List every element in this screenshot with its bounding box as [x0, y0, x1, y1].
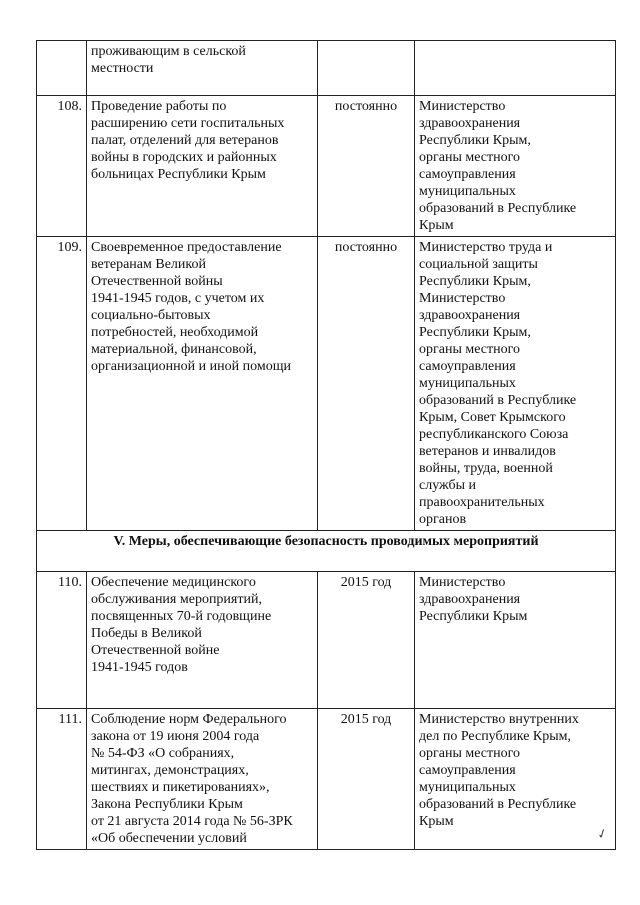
- responsible-text-line: самоуправления: [419, 359, 516, 374]
- action-text-line: Закона Республики Крым: [91, 797, 243, 812]
- action-cell: [87, 41, 318, 96]
- responsible-text-line: муниципальных: [419, 376, 516, 391]
- action-text-line: от 21 августа 2014 года № 56-ЗРК: [91, 814, 293, 829]
- responsible-text-line: муниципальных: [419, 780, 516, 795]
- action-text-line: расширению сети госпитальных: [91, 116, 285, 131]
- responsible-text-line: муниципальных: [419, 184, 516, 199]
- responsible-text-line: здравоохранения: [419, 116, 521, 131]
- action-text-line: Проведение работы по: [91, 99, 227, 114]
- term-cell: постоянно: [318, 96, 415, 237]
- action-text-line: проживающим в сельской: [91, 44, 246, 59]
- responsible-text-line: Крым: [419, 814, 454, 829]
- responsible-cell: [415, 709, 616, 850]
- action-text-line: войны в городских и районных: [91, 150, 277, 165]
- action-text-line: ветеранам Великой: [91, 257, 206, 272]
- responsible-text-line: Крым, Совет Крымского: [419, 410, 566, 425]
- responsible-text-line: службы и: [419, 478, 477, 493]
- term-cell: 2015 год: [318, 709, 415, 850]
- measures-table: [36, 40, 616, 850]
- responsible-text-line: Республики Крым,: [419, 325, 531, 340]
- responsible-text-line: Министерство: [419, 99, 506, 114]
- responsible-text-line: самоуправления: [419, 167, 516, 182]
- section-header-body: [37, 531, 616, 572]
- action-cell: [87, 237, 318, 531]
- term-cell: [318, 41, 415, 96]
- section-title: V. Меры, обеспечивающие безопасность проводимых мероприятий: [37, 531, 616, 572]
- action-text-line: обслуживания мероприятий,: [91, 592, 262, 607]
- responsible-cell: [415, 237, 616, 531]
- action-text-line: местности: [91, 61, 154, 76]
- action-text-line: Победы в Великой: [91, 626, 202, 641]
- table-body-part-1: [37, 41, 616, 531]
- table-row: [37, 237, 616, 531]
- action-text-line: 1941-1945 годов, с учетом их: [91, 291, 265, 306]
- row-number: 111.: [37, 709, 87, 850]
- responsible-text-line: образований в Республике: [419, 201, 577, 216]
- responsible-cell: [415, 572, 616, 709]
- term-cell: 2015 год: [318, 572, 415, 709]
- responsible-text-line: Министерство: [419, 575, 506, 590]
- action-text-line: организационной и иной помощи: [91, 359, 291, 374]
- table-row: [37, 41, 616, 96]
- action-cell: [87, 709, 318, 850]
- action-text-line: «Об обеспечении условий: [91, 831, 247, 846]
- action-text-line: Отечественной войне: [91, 643, 220, 658]
- responsible-text-line: здравоохранения: [419, 308, 521, 323]
- responsible-cell: [415, 96, 616, 237]
- table-row: [37, 572, 616, 709]
- responsible-text-line: Министерство: [419, 291, 506, 306]
- action-text-line: Отечественной войны: [91, 274, 223, 289]
- responsible-text-line: социальной защиты: [419, 257, 538, 272]
- action-text-line: закона от 19 июня 2004 года: [91, 729, 260, 744]
- responsible-text-line: органов: [419, 512, 467, 527]
- responsible-text-line: Министерство труда и: [419, 240, 553, 255]
- term-cell: постоянно: [318, 237, 415, 531]
- action-text-line: палат, отделений для ветеранов: [91, 133, 279, 148]
- responsible-text-line: ветеранов и инвалидов: [419, 444, 556, 459]
- responsible-text-line: органы местного: [419, 150, 520, 165]
- responsible-cell: [415, 41, 616, 96]
- action-text-line: потребностей, необходимой: [91, 325, 259, 340]
- table-row: [37, 96, 616, 237]
- row-number: 110.: [37, 572, 87, 709]
- action-text-line: материальной, финансовой,: [91, 342, 257, 357]
- responsible-text-line: правоохранительных: [419, 495, 545, 510]
- responsible-text-line: самоуправления: [419, 763, 516, 778]
- responsible-text-line: республиканского Союза: [419, 427, 569, 442]
- responsible-text-line: органы местного: [419, 746, 520, 761]
- pen-mark-icon: ✓: [594, 824, 610, 843]
- responsible-text-line: Республики Крым,: [419, 133, 531, 148]
- action-text-line: митингах, демонстрациях,: [91, 763, 249, 778]
- row-number: 109.: [37, 237, 87, 531]
- responsible-text-line: Республики Крым: [419, 609, 528, 624]
- action-text-line: Соблюдение норм Федерального: [91, 712, 287, 727]
- responsible-text-line: дел по Республике Крым,: [419, 729, 572, 744]
- section-row: [37, 531, 616, 572]
- responsible-text-line: органы местного: [419, 342, 520, 357]
- table-body-part-2: [37, 572, 616, 850]
- action-text-line: Обеспечение медицинского: [91, 575, 256, 590]
- action-cell: [87, 96, 318, 237]
- action-text-line: социально-бытовых: [91, 308, 211, 323]
- responsible-text-line: образований в Республике: [419, 797, 577, 812]
- action-text-line: посвященных 70-й годовщине: [91, 609, 272, 624]
- action-text-line: № 54-ФЗ «О собраниях,: [91, 746, 235, 761]
- action-text-line: больницах Республики Крым: [91, 167, 266, 182]
- table-row: [37, 709, 616, 850]
- action-cell: [87, 572, 318, 709]
- responsible-text-line: здравоохранения: [419, 592, 521, 607]
- responsible-text-line: войны, труда, военной: [419, 461, 553, 476]
- action-text-line: шествиях и пикетированиях»,: [91, 780, 270, 795]
- row-number: [37, 41, 87, 96]
- responsible-text-line: образований в Республике: [419, 393, 577, 408]
- row-number: 108.: [37, 96, 87, 237]
- responsible-text-line: Крым: [419, 218, 454, 233]
- responsible-text-line: Республики Крым,: [419, 274, 531, 289]
- action-text-line: 1941-1945 годов: [91, 660, 188, 675]
- responsible-text-line: Министерство внутренних: [419, 712, 579, 727]
- action-text-line: Своевременное предоставление: [91, 240, 282, 255]
